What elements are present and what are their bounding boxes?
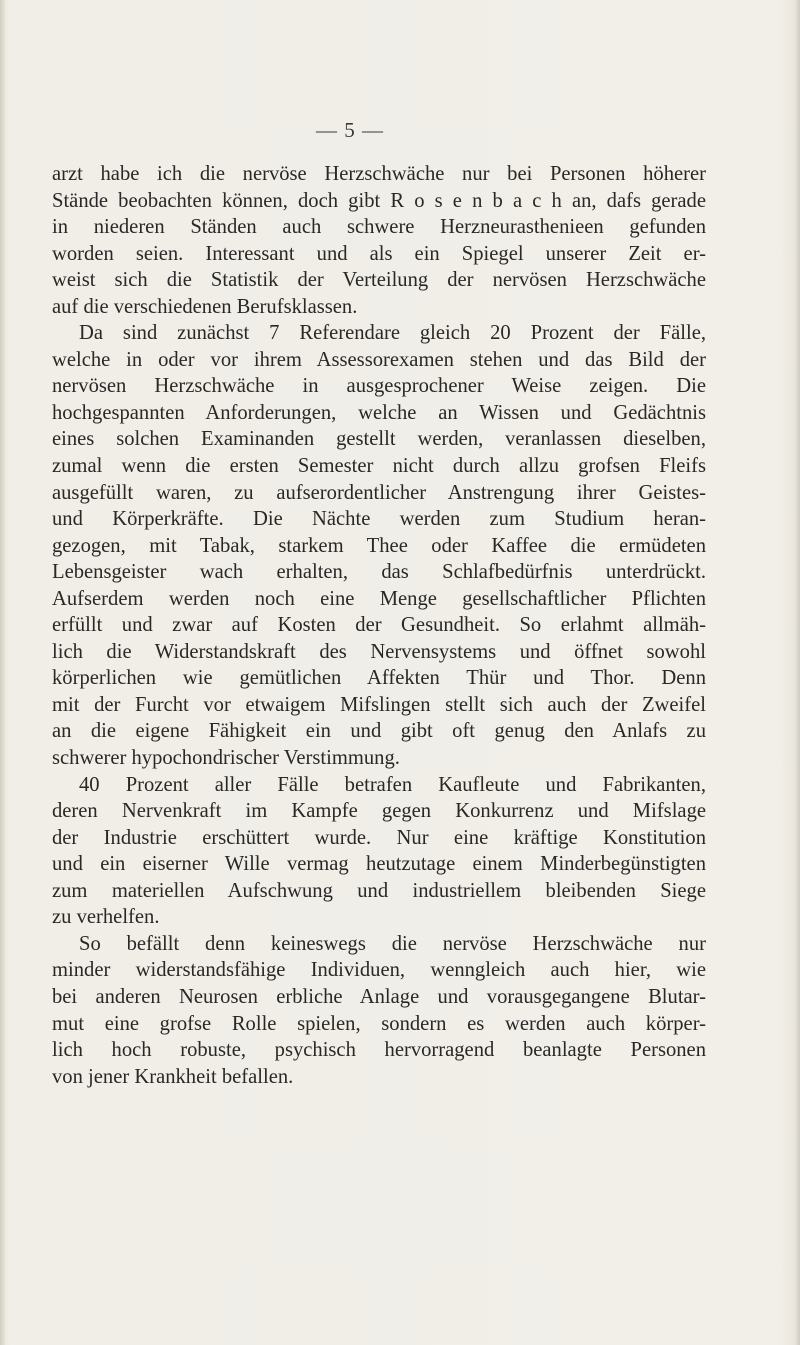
text-line: Da sind zunächst 7 Referendare gleich 20 Prozent der Fälle, [79,322,706,345]
text-line: in niederen Ständen auch schwere Herzneurasthenieen gefunden [52,216,706,239]
text-line: zumal wenn die ersten Semester nicht durch allzu grofsen Fleifs [52,455,706,478]
text-line: deren Nervenkraft im Kampfe gegen Konkurrenz und Mifslage [52,800,706,823]
text-line: Lebensgeister wach erhalten, das Schlafbedürfnis unterdrückt. [52,561,706,584]
text-line: lich die Widerstandskraft des Nervensystems und öffnet sowohl [52,640,706,663]
text-line: 40 Prozent aller Fälle betrafen Kaufleute und Fabrikanten, [79,773,706,796]
text-line: nervösen Herzschwäche in ausgesprochener Weise zeigen. Die [52,375,706,398]
text-line: weist sich die Statistik der Verteilung der nervösen Herzschwäche [52,269,706,292]
text-line: minder widerstandsfähige Individuen, wenngleich auch hier, wie [52,959,706,982]
text-line: gezogen, mit Tabak, starkem Thee oder Kaffee die ermüdeten [52,534,706,557]
text-line: zu verhelfen. [52,906,160,929]
text-line: erfüllt und zwar auf Kosten der Gesundheit. So erlahmt allmäh- [52,614,706,637]
text-line: So befällt denn keineswegs die nervöse Herzschwäche nur [79,932,706,955]
page-edge-right [794,0,800,1345]
text-line: lich hoch robuste, psychisch hervorragend beanlagte Personen [52,1039,706,1062]
body-text [52,161,706,1090]
text-line: worden seien. Interessant und als ein Spiegel unserer Zeit er- [52,242,706,265]
page-edge-left [0,0,5,1345]
text-line: Stände beobachten können, doch gibt R o s e n b a c h an, dafs gerade [52,189,706,212]
text-line: eines solchen Examinanden gestellt werden, veranlassen dieselben, [52,428,706,451]
text-line: bei anderen Neurosen erbliche Anlage und vorausgegangene Blutar- [52,985,706,1008]
text-line: zum materiellen Aufschwung und industriellem bleibenden Siege [52,879,706,902]
text-line: der Industrie erschüttert wurde. Nur eine kräftige Konstitution [52,826,706,849]
page-number: — 5 — [316,118,384,142]
text-line: welche in oder vor ihrem Assessorexamen stehen und das Bild der [52,348,706,371]
text-line: mut eine grofse Rolle spielen, sondern es werden auch körper- [52,1012,706,1035]
text-line: und Körperkräfte. Die Nächte werden zum Studium heran- [52,508,706,531]
text-line: hochgespannten Anforderungen, welche an Wissen und Gedächtnis [52,401,706,424]
text-line: auf die verschiedenen Berufsklassen. [52,295,358,318]
text-line: schwerer hypochondrischer Verstimmung. [52,747,400,770]
text-line: ausgefüllt waren, zu aufserordentlicher Anstrengung ihrer Geistes- [52,481,706,504]
text-line: von jener Krankheit befallen. [52,1065,294,1088]
text-line: an die eigene Fähigkeit ein und gibt oft genug den Anlafs zu [52,720,706,743]
text-line: und ein eiserner Wille vermag heutzutage einem Minderbegünstigten [52,853,706,876]
text-line: arzt habe ich die nervöse Herzschwäche nur bei Personen höherer [52,163,706,185]
text-line: Aufserdem werden noch eine Menge gesellschaftlicher Pflichten [52,587,706,610]
text-line: mit der Furcht vor etwaigem Mifslingen stellt sich auch der Zweifel [52,693,706,716]
text-line: körperlichen wie gemütlichen Affekten Thür und Thor. Denn [52,667,706,690]
